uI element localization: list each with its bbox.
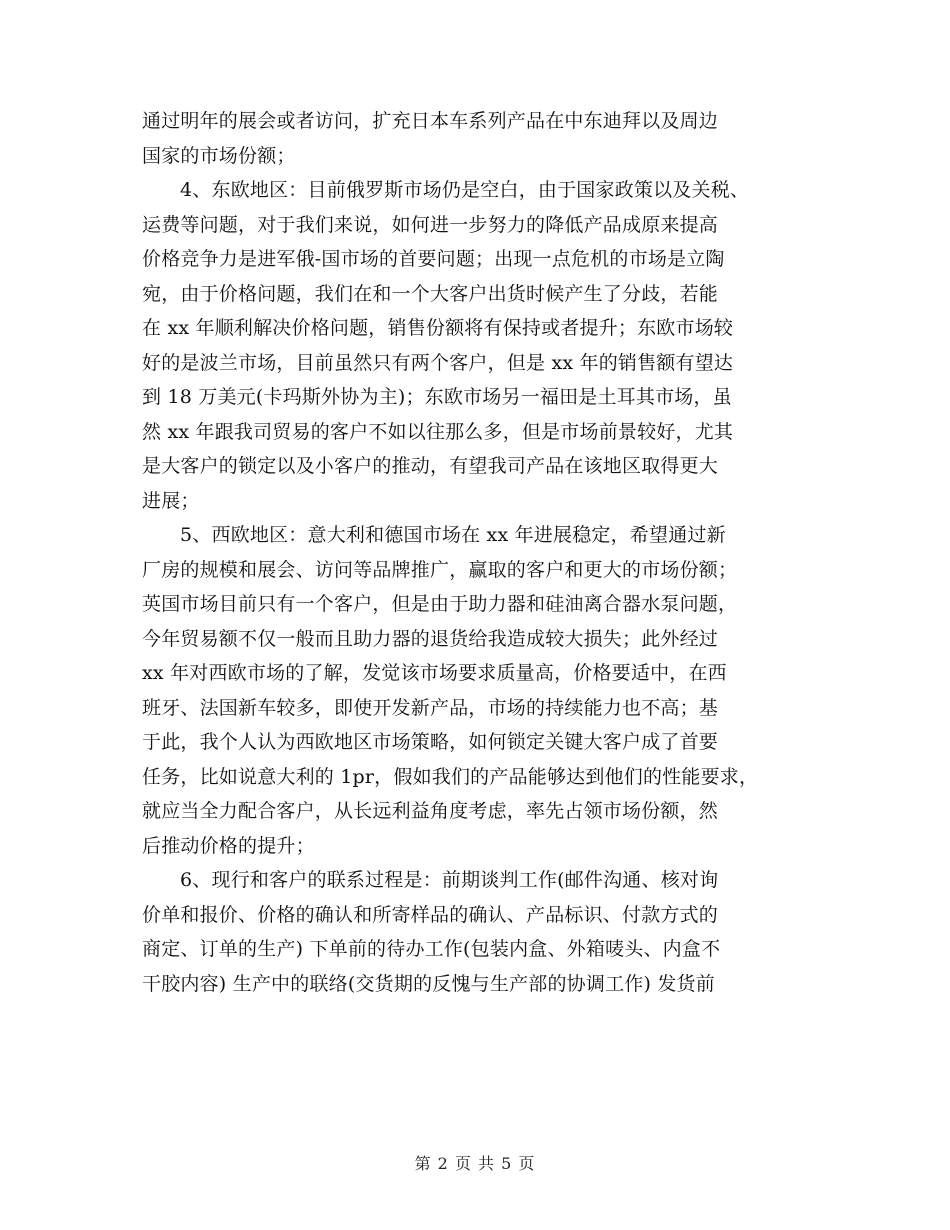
text-line: 宛，由于价格问题，我们在和一个大客户出货时候产生了分歧，若能	[142, 282, 719, 305]
page-number-footer: 第 2 页 共 5 页	[414, 1154, 536, 1173]
text-line: 是大客户的锁定以及小客户的推动，有望我司产品在该地区取得更大	[142, 455, 719, 477]
text-line: 班牙、法国新车较多，即使开发新产品，市场的持续能力也不高；基	[142, 696, 719, 719]
text-line: 英国市场目前只有一个客户，但是由于助力器和硅油离合器水泵问题，	[142, 593, 738, 615]
text-line: 任务，比如说意大利的 1pr，假如我们的产品能够达到他们的性能要求，	[142, 765, 759, 788]
paragraph-start-line: 4、东欧地区：目前俄罗斯市场仍是空白，由于国家政策以及关税、	[180, 179, 750, 201]
text-line: 就应当全力配合客户，从长远利益角度考虑，率先占领市场份额，然	[142, 800, 719, 822]
text-line: xx 年对西欧市场的了解，发觉该市场要求质量高，价格要适中，在西	[142, 662, 727, 684]
text-line: 通过明年的展会或者访问，扩充日本车系列产品在中东迪拜以及周边	[142, 110, 719, 132]
text-line: 后推动价格的提升；	[142, 834, 315, 857]
text-line: 在 xx 年顺利解决价格问题，销售份额将有保持或者提升；东欧市场较	[142, 317, 734, 339]
text-line: 价格竞争力是进军俄-国市场的首要问题；出现一点危机的市场是立陶	[142, 248, 725, 270]
text-line: 价单和报价、价格的确认和所寄样品的确认、产品标识、付款方式的	[142, 903, 719, 926]
text-line: 商定、订单的生产) 下单前的待办工作(包装内盒、外箱唛头、内盒不	[142, 938, 721, 960]
paragraph-start-line: 6、现行和客户的联系过程是：前期谈判工作(邮件沟通、核对询	[180, 869, 719, 891]
text-line: 到 18 万美元(卡玛斯外协为主)；东欧市场另一福田是土耳其市场，虽	[142, 386, 732, 408]
text-line: 好的是波兰市场，目前虽然只有两个客户，但是 xx 年的销售额有望达	[142, 351, 734, 374]
text-line: 厂房的规模和展会、访问等品牌推广，赢取的客户和更大的市场份额；	[142, 558, 738, 581]
text-line: 国家的市场份额；	[142, 144, 296, 167]
text-line: 进展；	[142, 489, 200, 512]
text-line: 于此，我个人认为西欧地区市场策略，如何锁定关键大客户成了首要	[142, 731, 719, 753]
body-text	[142, 104, 822, 1001]
text-line: 干胶内容) 生产中的联络(交货期的反愧与生产部的协调工作) 发货前	[142, 972, 715, 995]
text-line: 运费等问题，对于我们来说，如何进一步努力的降低产品成原来提高	[142, 213, 719, 236]
paragraph-start-line: 5、西欧地区：意大利和德国市场在 xx 年进展稳定，希望通过新	[180, 524, 726, 546]
text-line: 然 xx 年跟我司贸易的客户不如以往那么多，但是市场前景较好，尤其	[142, 420, 734, 443]
text-line: 今年贸易额不仅一般而且助力器的退货给我造成较大损失；此外经过	[142, 627, 719, 650]
